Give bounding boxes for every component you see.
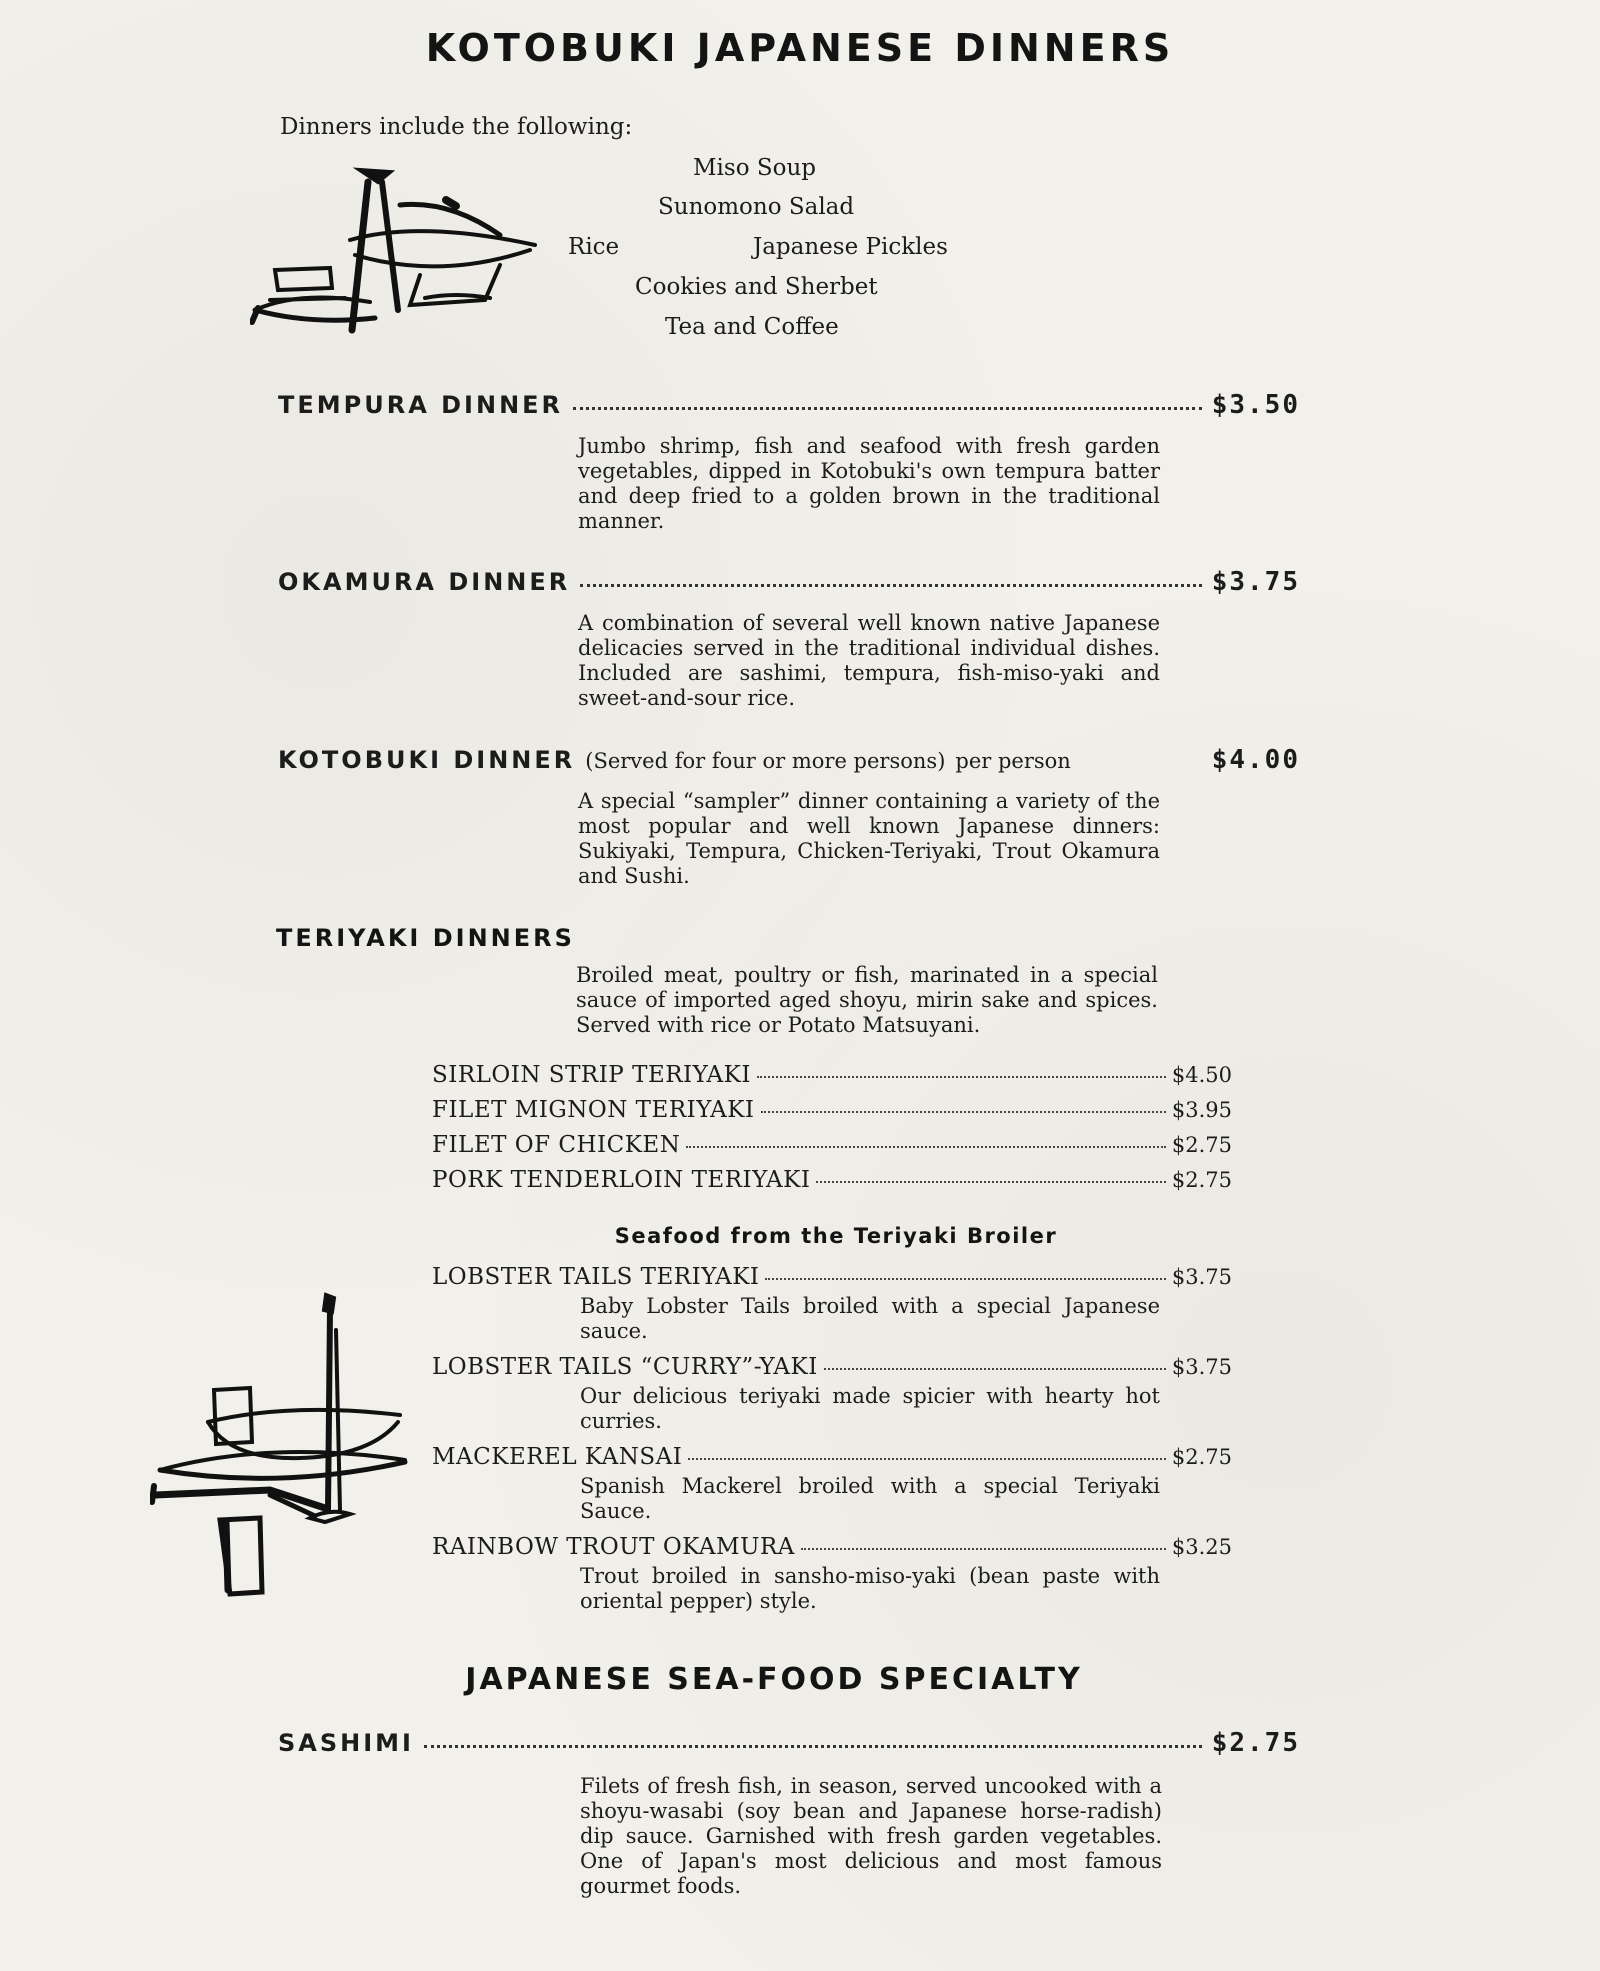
included-miso-soup: Miso Soup	[693, 155, 817, 181]
dinner-name: KOTOBUKI DINNER	[278, 746, 576, 774]
dinner-okamura	[278, 567, 1300, 603]
intro-text: Dinners include the following:	[280, 114, 633, 140]
item-price: $2.75	[1171, 1133, 1232, 1157]
dinner-description: A combination of several well known native Japanese delicacies served in the traditional individual dishes. Included are sashimi, tempura, fish-miso-yaki and sweet-and-sour rice.	[578, 611, 1160, 710]
menu-item	[432, 1534, 1232, 1568]
included-rice: Rice	[568, 234, 620, 260]
dinner-note: (Served for four or more persons)	[585, 749, 946, 773]
leader-dots	[801, 1548, 1166, 1550]
leader-dots	[686, 1146, 1166, 1148]
item-name: MACKEREL KANSAI	[432, 1444, 683, 1470]
item-name: LOBSTER TAILS “CURRY”-YAKI	[432, 1354, 818, 1380]
leader-dots	[824, 1368, 1166, 1370]
item-price: $3.75	[1171, 1265, 1232, 1289]
leader-dots	[765, 1278, 1165, 1280]
dinner-name: TEMPURA DINNER	[278, 391, 564, 419]
teriyaki-heading: TERIYAKI DINNERS	[276, 924, 575, 952]
dinner-tempura	[278, 390, 1300, 426]
dinner-price: $3.75	[1211, 567, 1300, 597]
item-price: $3.95	[1171, 1098, 1232, 1122]
menu-item	[432, 1132, 1232, 1166]
teriyaki-description: Broiled meat, poultry or fish, marinated in a special sauce of imported aged shoyu, mirin sake and spices. Served with rice or Potato Matsuyani.	[576, 963, 1158, 1037]
leader-dots	[816, 1181, 1165, 1183]
dinner-price: $4.00	[1211, 745, 1300, 775]
menu-item	[432, 1167, 1232, 1201]
teapot-illustration-icon	[250, 160, 550, 340]
item-description: Spanish Mackerel broiled with a special Teriyaki Sauce.	[580, 1474, 1160, 1523]
dinner-note-per-person: per person	[955, 749, 1071, 773]
item-price: $2.75	[1171, 1168, 1232, 1192]
item-price: $2.75	[1171, 1445, 1232, 1469]
leader-dots	[757, 1076, 1166, 1078]
item-description: Our delicious teriyaki made spicier with hearty hot curries.	[580, 1384, 1160, 1433]
leader-dots	[761, 1111, 1166, 1113]
dinner-description: A special “sampler” dinner containing a variety of the most popular and well known Japanese dinners: Sukiyaki, Tempura, Chicken-Teriyaki, Trout Okamura and Sushi.	[578, 789, 1160, 888]
dinner-sashimi	[278, 1728, 1300, 1764]
dinner-description: Jumbo shrimp, fish and seafood with fresh garden vegetables, dipped in Kotobuki's own tempura batter and deep fried to a golden brown in the traditional manner.	[578, 434, 1160, 533]
item-name: FILET OF CHICKEN	[432, 1132, 681, 1158]
item-name: SIRLOIN STRIP TERIYAKI	[432, 1062, 751, 1088]
dinner-kotobuki	[278, 745, 1300, 781]
leader-dots	[424, 1745, 1202, 1748]
menu-item	[432, 1264, 1232, 1298]
included-cookies-sherbet: Cookies and Sherbet	[635, 274, 878, 300]
item-price: $4.50	[1171, 1063, 1232, 1087]
dinner-price: $2.75	[1211, 1728, 1300, 1758]
item-price: $3.25	[1171, 1535, 1232, 1559]
item-name: FILET MIGNON TERIYAKI	[432, 1097, 755, 1123]
menu-item	[432, 1354, 1232, 1388]
broiler-heading: Seafood from the Teriyaki Broiler	[614, 1224, 1058, 1248]
item-name: LOBSTER TAILS TERIYAKI	[432, 1264, 760, 1290]
leader-dots	[688, 1458, 1166, 1460]
item-name: RAINBOW TROUT OKAMURA	[432, 1534, 795, 1560]
item-price: $3.75	[1171, 1355, 1232, 1379]
dinner-price: $3.50	[1211, 390, 1300, 420]
leader-dots	[580, 584, 1201, 587]
page-title: KOTOBUKI JAPANESE DINNERS	[425, 26, 1175, 70]
menu-item	[432, 1444, 1232, 1478]
leader-dots	[573, 407, 1202, 410]
menu-item	[432, 1097, 1232, 1131]
included-sunomono-salad: Sunomono Salad	[658, 194, 855, 220]
menu-item	[432, 1062, 1232, 1096]
specialty-heading: JAPANESE SEA-FOOD SPECIALTY	[465, 1662, 1083, 1697]
item-description: Baby Lobster Tails broiled with a special Japanese sauce.	[580, 1294, 1160, 1343]
included-tea-coffee: Tea and Coffee	[665, 314, 839, 340]
item-description: Trout broiled in sansho-miso-yaki (bean paste with oriental pepper) style.	[580, 1564, 1160, 1613]
dinner-name: OKAMURA DINNER	[278, 568, 571, 596]
included-japanese-pickles: Japanese Pickles	[753, 234, 948, 260]
item-name: PORK TENDERLOIN TERIYAKI	[432, 1167, 811, 1193]
specialty-description: Filets of fresh fish, in season, served uncooked with a shoyu-wasabi (soy bean and Japanese horse-radish) dip sauce. Garnished with fresh garden vegetables. One of Japan's most delicious and most famous gourmet foods.	[580, 1774, 1162, 1898]
bowl-chopsticks-illustration-icon	[150, 1290, 410, 1610]
dinner-name: SASHIMI	[278, 1729, 414, 1757]
